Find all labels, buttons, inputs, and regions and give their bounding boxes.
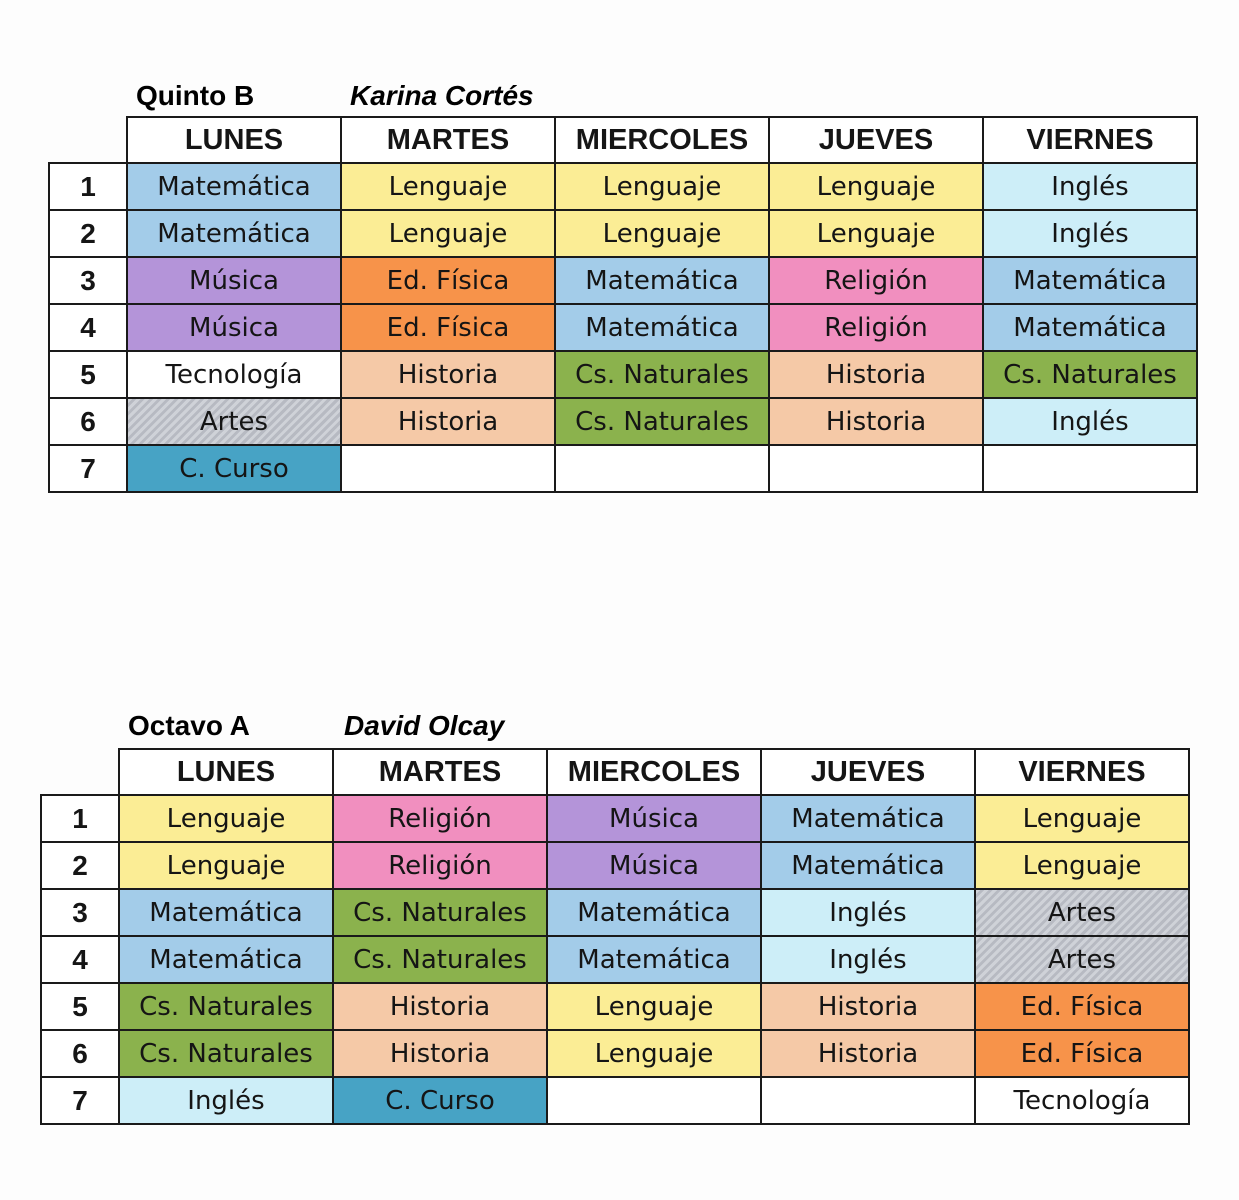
- empty-cell: [983, 445, 1197, 492]
- subject-cell-musica: Música: [547, 842, 761, 889]
- subject-cell-historia: Historia: [769, 351, 983, 398]
- subject-cell-historia: Historia: [341, 351, 555, 398]
- course-name: Octavo A: [128, 710, 250, 741]
- subject-cell-cs-naturales: Cs. Naturales: [333, 936, 547, 983]
- subject-cell-historia: Historia: [761, 1030, 975, 1077]
- day-header-martes: MARTES: [333, 749, 547, 795]
- subject-cell-matematica: Matemática: [761, 795, 975, 842]
- period-row: [49, 304, 1197, 351]
- teacher-name: Karina Cortés: [350, 80, 534, 111]
- period-number: 6: [41, 1030, 119, 1077]
- day-header-martes: MARTES: [341, 117, 555, 163]
- subject-cell-matematica: Matemática: [119, 936, 333, 983]
- subject-cell-tecnologia: Tecnología: [975, 1077, 1189, 1124]
- period-row: [49, 445, 1197, 492]
- subject-cell-matematica: Matemática: [547, 889, 761, 936]
- period-row: [49, 351, 1197, 398]
- subject-cell-matematica: Matemática: [555, 257, 769, 304]
- schedule-caption: [40, 710, 1190, 748]
- subject-cell-lenguaje: Lenguaje: [555, 163, 769, 210]
- subject-cell-musica: Música: [127, 304, 341, 351]
- period-number: 2: [49, 210, 127, 257]
- day-header-jueves: JUEVES: [769, 117, 983, 163]
- period-row: [41, 842, 1189, 889]
- subject-cell-matematica: Matemática: [761, 842, 975, 889]
- subject-cell-ingles: Inglés: [983, 163, 1197, 210]
- period-row: [41, 889, 1189, 936]
- period-number: 2: [41, 842, 119, 889]
- teacher-name: David Olcay: [344, 710, 505, 741]
- timetable: [48, 116, 1198, 493]
- subject-cell-lenguaje: Lenguaje: [769, 210, 983, 257]
- subject-cell-historia: Historia: [761, 983, 975, 1030]
- subject-cell-lenguaje: Lenguaje: [975, 795, 1189, 842]
- subject-cell-lenguaje: Lenguaje: [119, 842, 333, 889]
- subject-cell-cs-naturales: Cs. Naturales: [119, 1030, 333, 1077]
- subject-cell-artes: Artes: [975, 889, 1189, 936]
- period-row: [41, 795, 1189, 842]
- day-header-miercoles: MIERCOLES: [547, 749, 761, 795]
- subject-cell-historia: Historia: [341, 398, 555, 445]
- subject-cell-matematica: Matemática: [555, 304, 769, 351]
- subject-cell-ingles: Inglés: [983, 210, 1197, 257]
- schedule-quinto-b: [48, 78, 1198, 493]
- subject-cell-religion: Religión: [333, 842, 547, 889]
- subject-cell-ed-fisica: Ed. Física: [341, 257, 555, 304]
- day-header-row: [49, 117, 1197, 163]
- subject-cell-matematica: Matemática: [983, 257, 1197, 304]
- empty-cell: [769, 445, 983, 492]
- subject-cell-cs-naturales: Cs. Naturales: [333, 889, 547, 936]
- period-row: [41, 936, 1189, 983]
- subject-cell-matematica: Matemática: [127, 210, 341, 257]
- subject-cell-tecnologia: Tecnología: [127, 351, 341, 398]
- subject-cell-matematica: Matemática: [127, 163, 341, 210]
- corner-cell: [49, 117, 127, 163]
- subject-cell-musica: Música: [127, 257, 341, 304]
- subject-cell-matematica: Matemática: [119, 889, 333, 936]
- period-number: 1: [41, 795, 119, 842]
- period-row: [49, 210, 1197, 257]
- schedule-caption: [48, 78, 1198, 116]
- subject-cell-ingles: Inglés: [761, 936, 975, 983]
- subject-cell-ingles: Inglés: [119, 1077, 333, 1124]
- day-header-row: [41, 749, 1189, 795]
- period-number: 5: [41, 983, 119, 1030]
- period-number: 4: [41, 936, 119, 983]
- empty-cell: [341, 445, 555, 492]
- period-row: [41, 983, 1189, 1030]
- empty-cell: [555, 445, 769, 492]
- subject-cell-lenguaje: Lenguaje: [555, 210, 769, 257]
- subject-cell-ed-fisica: Ed. Física: [975, 983, 1189, 1030]
- subject-cell-matematica: Matemática: [547, 936, 761, 983]
- subject-cell-artes: Artes: [127, 398, 341, 445]
- subject-cell-religion: Religión: [333, 795, 547, 842]
- empty-cell: [761, 1077, 975, 1124]
- timetable: [40, 748, 1190, 1125]
- day-header-lunes: LUNES: [119, 749, 333, 795]
- period-number: 3: [41, 889, 119, 936]
- period-number: 4: [49, 304, 127, 351]
- day-header-jueves: JUEVES: [761, 749, 975, 795]
- subject-cell-ed-fisica: Ed. Física: [975, 1030, 1189, 1077]
- subject-cell-lenguaje: Lenguaje: [341, 163, 555, 210]
- subject-cell-lenguaje: Lenguaje: [769, 163, 983, 210]
- subject-cell-historia: Historia: [769, 398, 983, 445]
- course-name: Quinto B: [136, 80, 255, 111]
- subject-cell-cs-naturales: Cs. Naturales: [983, 351, 1197, 398]
- subject-cell-c-curso: C. Curso: [127, 445, 341, 492]
- period-number: 5: [49, 351, 127, 398]
- period-row: [49, 163, 1197, 210]
- period-number: 7: [49, 445, 127, 492]
- corner-cell: [41, 749, 119, 795]
- schedule-octavo-a: [40, 710, 1190, 1125]
- subject-cell-lenguaje: Lenguaje: [975, 842, 1189, 889]
- subject-cell-cs-naturales: Cs. Naturales: [555, 351, 769, 398]
- period-row: [41, 1077, 1189, 1124]
- subject-cell-ingles: Inglés: [983, 398, 1197, 445]
- day-header-viernes: VIERNES: [983, 117, 1197, 163]
- subject-cell-historia: Historia: [333, 1030, 547, 1077]
- subject-cell-matematica: Matemática: [983, 304, 1197, 351]
- period-row: [41, 1030, 1189, 1077]
- day-header-lunes: LUNES: [127, 117, 341, 163]
- subject-cell-religion: Religión: [769, 304, 983, 351]
- subject-cell-lenguaje: Lenguaje: [547, 983, 761, 1030]
- period-number: 6: [49, 398, 127, 445]
- subject-cell-ingles: Inglés: [761, 889, 975, 936]
- period-row: [49, 398, 1197, 445]
- subject-cell-lenguaje: Lenguaje: [341, 210, 555, 257]
- subject-cell-ed-fisica: Ed. Física: [341, 304, 555, 351]
- subject-cell-c-curso: C. Curso: [333, 1077, 547, 1124]
- subject-cell-lenguaje: Lenguaje: [547, 1030, 761, 1077]
- empty-cell: [547, 1077, 761, 1124]
- subject-cell-religion: Religión: [769, 257, 983, 304]
- subject-cell-cs-naturales: Cs. Naturales: [555, 398, 769, 445]
- period-number: 3: [49, 257, 127, 304]
- subject-cell-lenguaje: Lenguaje: [119, 795, 333, 842]
- period-number: 7: [41, 1077, 119, 1124]
- subject-cell-artes: Artes: [975, 936, 1189, 983]
- period-number: 1: [49, 163, 127, 210]
- day-header-miercoles: MIERCOLES: [555, 117, 769, 163]
- subject-cell-cs-naturales: Cs. Naturales: [119, 983, 333, 1030]
- subject-cell-musica: Música: [547, 795, 761, 842]
- day-header-viernes: VIERNES: [975, 749, 1189, 795]
- period-row: [49, 257, 1197, 304]
- subject-cell-historia: Historia: [333, 983, 547, 1030]
